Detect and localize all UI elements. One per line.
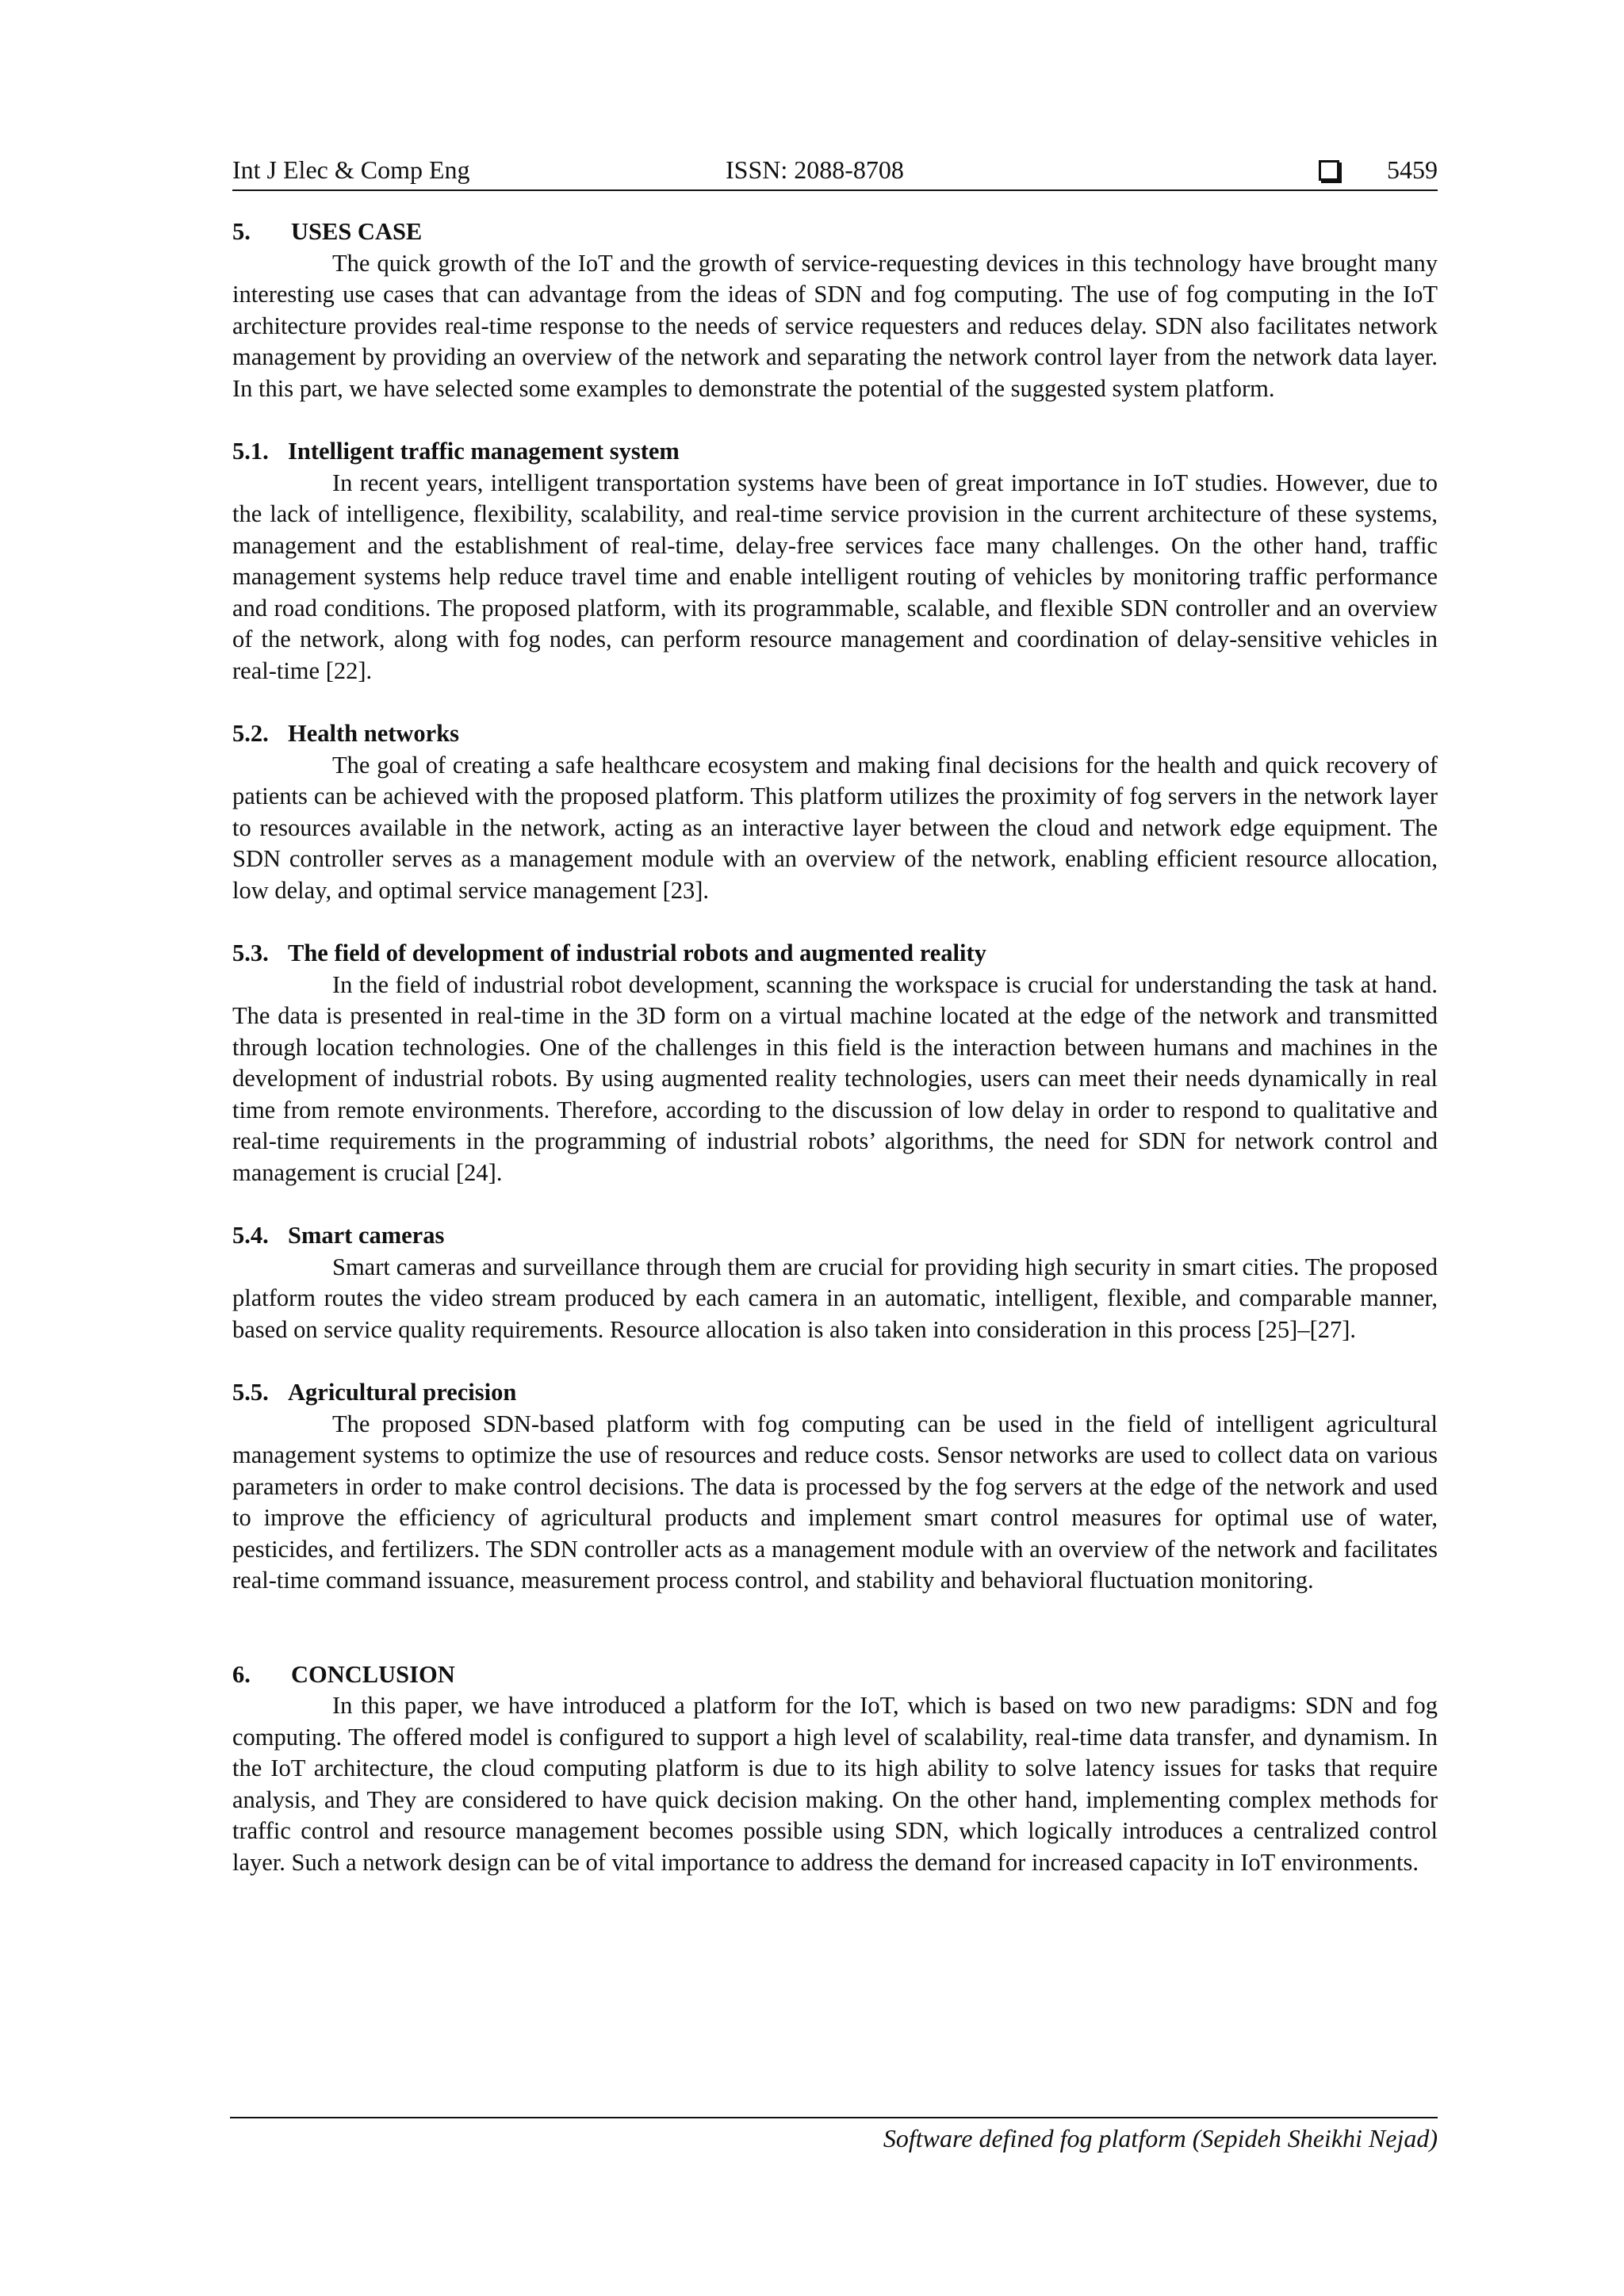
square-bullet-icon — [1319, 160, 1339, 181]
section-heading-6 — [232, 1659, 1438, 1691]
paragraph-cameras: Smart cameras and surveillance through them are crucial for providing high security in smart cities. The proposed platform routes the video stream produced by each camera in an automatic, intelligent, flexible, and comparable manner, based on service quality requirements. Resource allocation is also taken into consideration in this process [25]–[27]. — [232, 1253, 1438, 1343]
issn: ISSN: 2088-8708 — [726, 155, 904, 184]
section-heading-5 — [232, 216, 1438, 248]
journal-name: Int J Elec & Comp Eng — [232, 155, 470, 184]
page-header — [232, 152, 1438, 187]
subsection-title: Health networks — [288, 720, 460, 747]
subsection-heading-5-4 — [232, 1220, 1438, 1252]
section-title: CONCLUSION — [291, 1660, 455, 1688]
spacer — [232, 1345, 1438, 1377]
section-number: 5. — [232, 218, 251, 245]
subsection-number: 5.5. — [232, 1379, 269, 1406]
subsection-heading-5-5 — [232, 1377, 1438, 1409]
paragraph-health: The goal of creating a safe healthcare ecosystem and making final decisions for the health and quick recovery of patients can be achieved with the proposed platform. This platform utilizes the proximity of fog servers in the network layer to resources available in the network, acting as an interactive layer between the cloud and network edge equipment. The SDN controller serves as a management module with an overview of the network, enabling efficient resource allocation, low delay, and optimal service management [23]. — [232, 751, 1438, 904]
subsection-heading-5-1 — [232, 436, 1438, 468]
paragraph-robots: In the field of industrial robot development, scanning the workspace is crucial for understanding the task at hand. The data is presented in real-time in the 3D form on a virtual machine located at the edge of the network and transmitted through location technologies. One of the challenges in this field is the interaction between humans and machines in the development of industrial robots. By using augmented reality technologies, users can meet their needs dynamically in real time from remote environments. Therefore, according to the discussion of low delay in order to respond to qualitative and real-time requirements in the programming of industrial robots’ algorithms, the need for SDN for network control and management is crucial [24]. — [232, 970, 1438, 1186]
spacer — [232, 1188, 1438, 1220]
subsection-heading-5-2 — [232, 718, 1438, 750]
subsection-title: Intelligent traffic management system — [288, 438, 680, 465]
spacer — [232, 906, 1438, 938]
section-title: USES CASE — [291, 218, 423, 245]
paragraph-agriculture: The proposed SDN-based platform with fog computing can be used in the field of intelligent agricultural management systems to optimize the use of resources and reduce costs. Sensor networks are used to collect data on various parameters in order to make control decisions. The data is processed by the fog servers at the edge of the network and used to improve the efficiency of agricultural products and implement smart control measures for optimal use of water, pesticides, and fertilizers. The SDN controller acts as a management module with an overview of the network and facilitates real-time command issuance, measurement process control, and stability and behavioral fluctuation monitoring. — [232, 1410, 1438, 1594]
paragraph-traffic: In recent years, intelligent transportation systems have been of great importance in IoT studies. However, due to the lack of intelligence, flexibility, scalability, and real-time service provision in the current architecture of these systems, management and the establishment of real-time, delay-free services face many challenges. On the other hand, traffic management systems help reduce travel time and enable intelligent routing of vehicles by monitoring traffic performance and road conditions. The proposed platform, with its programmable, scalable, and flexible SDN controller and an overview of the network, along with fog nodes, can perform resource management and coordination of delay-sensitive vehicles in real-time [22]. — [232, 469, 1438, 684]
subsection-number: 5.1. — [232, 438, 269, 465]
footer-rule — [230, 2117, 1438, 2118]
body-content — [232, 216, 1438, 1878]
subsection-number: 5.4. — [232, 1222, 269, 1249]
subsection-title: Agricultural precision — [288, 1379, 517, 1406]
subsection-heading-5-3 — [232, 938, 1438, 970]
spacer — [232, 687, 1438, 718]
section-number: 6. — [232, 1660, 251, 1688]
running-footer: Software defined fog platform (Sepideh Sheikhi Nejad) — [883, 2124, 1438, 2152]
spacer — [232, 404, 1438, 436]
paragraph-uses-case: The quick growth of the IoT and the growth of service-requesting devices in this technology have brought many interesting use cases that can advantage from the ideas of SDN and fog computing. The use of fog computing in the IoT architecture provides real-time response to the needs of service requesters and reduces delay. SDN also facilitates network management by providing an overview of the network and separating the network control layer from the network data layer. In this part, we have selected some examples to demonstrate the potential of the suggested system platform. — [232, 249, 1438, 402]
header-rule — [232, 189, 1438, 191]
paragraph-conclusion: In this paper, we have introduced a platform for the IoT, which is based on two new paradigms: SDN and fog computing. The offered model is configured to support a high level of scalability, real-time data transfer, and dynamism. In the IoT architecture, the cloud computing platform is due to its high ability to solve latency issues for tasks that require analysis, and They are considered to have quick decision making. On the other hand, implementing complex methods for traffic control and resource management becomes possible using SDN, which logically introduces a centralized control layer. Such a network design can be of vital importance to address the demand for increased capacity in IoT environments. — [232, 1692, 1438, 1876]
subsection-title: Smart cameras — [288, 1222, 445, 1249]
subsection-number: 5.2. — [232, 720, 269, 747]
page-number: 5459 — [1387, 155, 1438, 184]
spacer — [232, 1597, 1438, 1659]
subsection-title: The field of development of industrial robots and augmented reality — [288, 939, 986, 966]
subsection-number: 5.3. — [232, 939, 269, 966]
